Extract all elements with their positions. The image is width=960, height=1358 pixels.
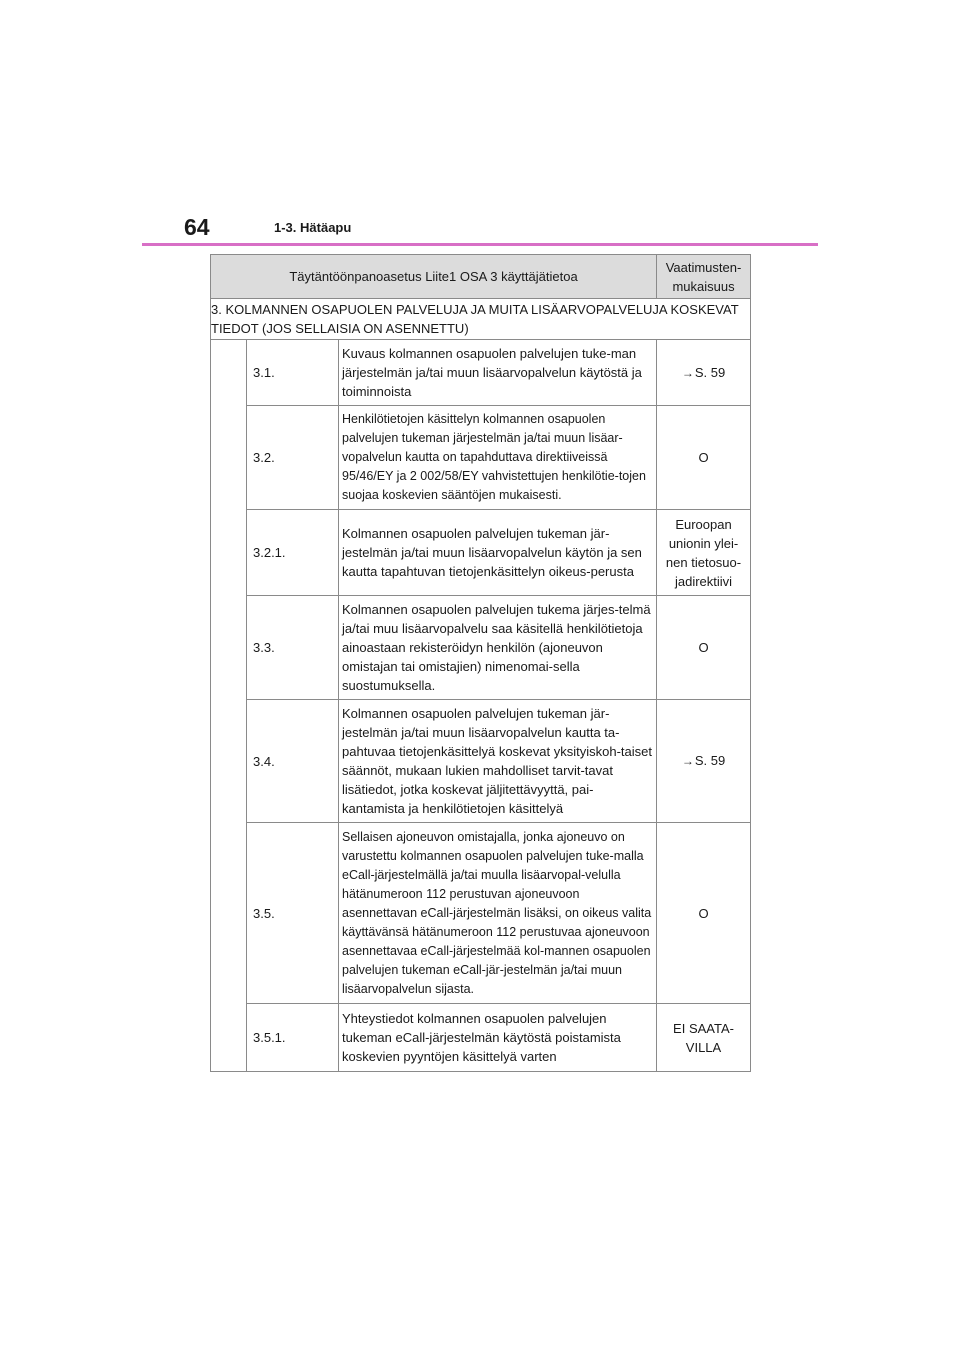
page-reference: S. 59 bbox=[694, 753, 726, 768]
header-col-info: Täytäntöönpanoasetus Liite1 OSA 3 käyttäjätietoa bbox=[211, 255, 657, 299]
row-description: Henkilötietojen käsittelyn kolmannen osapuolen palvelujen tukeman järjestelmän ja/tai muun lisäar-vopalvelun kautta on tapahduttava direktiiveissä 95/46/EY ja 2 002/58/EY vahvistettujen henkilötie-tojen suojaa koskevien sääntöjen mukaisesti. bbox=[339, 406, 657, 510]
table-header bbox=[211, 255, 751, 299]
row-description: Sellaisen ajoneuvon omistajalla, jonka ajoneuvo on varustettu kolmannen osapuolen palvelujen tuke-malla eCall-järjestelmällä ja/tai muulla lisäarvopal-velulla hätänumeroon 112 perustuvan ajoneuvoon asennettavan eCall-järjestelmän lisäksi, on oikeus valita käyttävänsä hätänumeroon 112 perustuvaa ajoneuvoon asennettavaa eCall-järjestelmää kol-mannen osapuolen palvelujen tukeman eCall-jär-jestelmän ja/tai muun lisäarvopalvelun sijasta. bbox=[339, 823, 657, 1004]
row-description: Kuvaus kolmannen osapuolen palvelujen tuke-man järjestelmän ja/tai muun lisäarvopalvelun käytöstä ja toiminnoista bbox=[339, 340, 657, 406]
row-number: 3.2.1. bbox=[247, 510, 339, 596]
row-description: Yhteystiedot kolmannen osapuolen palvelujen tukeman eCall-järjestelmän käytöstä poistamista koskevien pyyntöjen käsittelyä varten bbox=[339, 1004, 657, 1072]
row-compliance: EI SAATA-VILLA bbox=[657, 1004, 751, 1072]
row-number: 3.2. bbox=[247, 406, 339, 510]
table-row bbox=[211, 596, 751, 700]
page-number: 64 bbox=[184, 214, 210, 240]
page-header bbox=[142, 210, 818, 246]
section-row bbox=[211, 299, 751, 340]
row-number: 3.1. bbox=[247, 340, 339, 406]
section-heading: 3. KOLMANNEN OSAPUOLEN PALVELUJA JA MUITA LISÄARVOPALVELUJA KOSKEVAT TIEDOT (JOS SELLAISIA ON ASENNETTU) bbox=[211, 299, 751, 340]
row-compliance bbox=[657, 700, 751, 823]
table-row bbox=[211, 1004, 751, 1072]
info-table bbox=[210, 254, 751, 1072]
row-description: Kolmannen osapuolen palvelujen tukeman jär-jestelmän ja/tai muun lisäarvopalvelun käytön ja sen kautta tapahtuvan tietojenkäsittelyn oikeus-perusta bbox=[339, 510, 657, 596]
table-row bbox=[211, 510, 751, 596]
table-row bbox=[211, 406, 751, 510]
row-compliance: O bbox=[657, 596, 751, 700]
table-row bbox=[211, 823, 751, 1004]
row-number: 3.5.1. bbox=[247, 1004, 339, 1072]
section-title: 1-3. Hätäapu bbox=[274, 220, 352, 235]
table-row bbox=[211, 700, 751, 823]
header-rule bbox=[142, 243, 818, 246]
row-description: Kolmannen osapuolen palvelujen tukema järjes-telmä ja/tai muu lisäarvopalvelu saa käsitellä henkilötietoja ainoastaan rekisteröidyn henkilön (ajoneuvon omistajan tai omistajien) nimenomai-sella suostumuksella. bbox=[339, 596, 657, 700]
row-number: 3.3. bbox=[247, 596, 339, 700]
row-number: 3.5. bbox=[247, 823, 339, 1004]
header-col-compliance: Vaatimusten-mukaisuus bbox=[657, 255, 751, 299]
row-number: 3.4. bbox=[247, 700, 339, 823]
row-compliance: O bbox=[657, 406, 751, 510]
page-reference: S. 59 bbox=[694, 364, 726, 380]
indent-cell bbox=[211, 340, 247, 1072]
row-compliance: O bbox=[657, 823, 751, 1004]
row-compliance bbox=[657, 340, 751, 406]
table-row bbox=[211, 340, 751, 406]
row-description: Kolmannen osapuolen palvelujen tukeman jär-jestelmän ja/tai muun lisäarvopalvelun kautta ta-pahtuvaa tietojenkäsittelyä koskevat yksityiskoh-taiset säännöt, mukaan lukien mahdolliset tarvit-tavat lisätiedot, jotka koskevat jäljitettävyyttä, pai-kantamista ja henkilötietojen käsittelyä bbox=[339, 700, 657, 823]
arrow-right-icon: → bbox=[681, 754, 694, 768]
arrow-right-icon: → bbox=[681, 365, 694, 380]
row-compliance: Euroopan unionin ylei-nen tietosuo-jadirektiivi bbox=[657, 510, 751, 596]
